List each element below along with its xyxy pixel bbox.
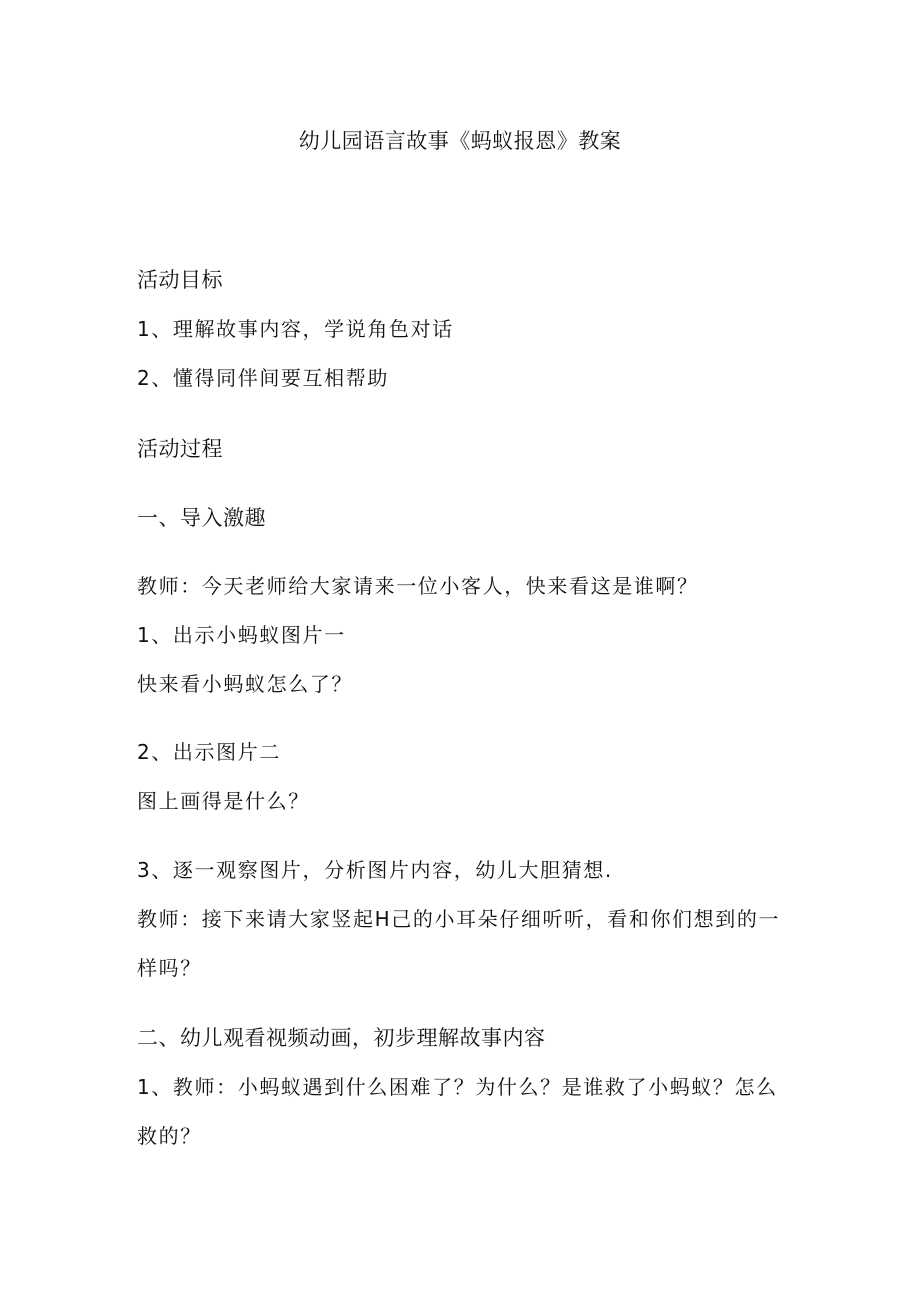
section-heading-process: 活动过程 bbox=[137, 437, 223, 461]
paragraph: 样吗？ bbox=[137, 956, 202, 980]
subsection-heading-video: 二、幼儿观看视频动画，初步理解故事内容 bbox=[137, 1026, 546, 1050]
paragraph: 2、出示图片二 bbox=[137, 740, 281, 764]
paragraph: 1、出示小蚂蚁图片一 bbox=[137, 623, 346, 647]
paragraph: 图上画得是什么？ bbox=[137, 789, 310, 813]
paragraph: 教师：接下来请大家竖起H己的小耳朵仔细听听，看和你们想到的一 bbox=[137, 907, 781, 931]
paragraph: 救的？ bbox=[137, 1124, 202, 1148]
paragraph: 1、教师：小蚂蚁遇到什么困难了？为什么？是谁救了小蚂蚁？怎么 bbox=[137, 1075, 778, 1099]
subsection-heading-intro: 一、导入激趣 bbox=[137, 506, 266, 530]
paragraph: 快来看小蚂蚁怎么了？ bbox=[137, 672, 353, 696]
document-title: 幼儿园语言故事《蚂蚁报恩》教案 bbox=[298, 129, 622, 153]
paragraph: 3、逐一观察图片，分析图片内容，幼儿大胆猜想. bbox=[137, 858, 613, 882]
section-heading-goals: 活动目标 bbox=[137, 268, 223, 292]
goal-item-2: 2、懂得同伴间要互相帮助 bbox=[137, 366, 389, 390]
goal-item-1: 1、理解故事内容，学说角色对话 bbox=[137, 317, 454, 341]
paragraph: 教师：今天老师给大家请来一位小客人，快来看这是谁啊？ bbox=[137, 574, 699, 598]
